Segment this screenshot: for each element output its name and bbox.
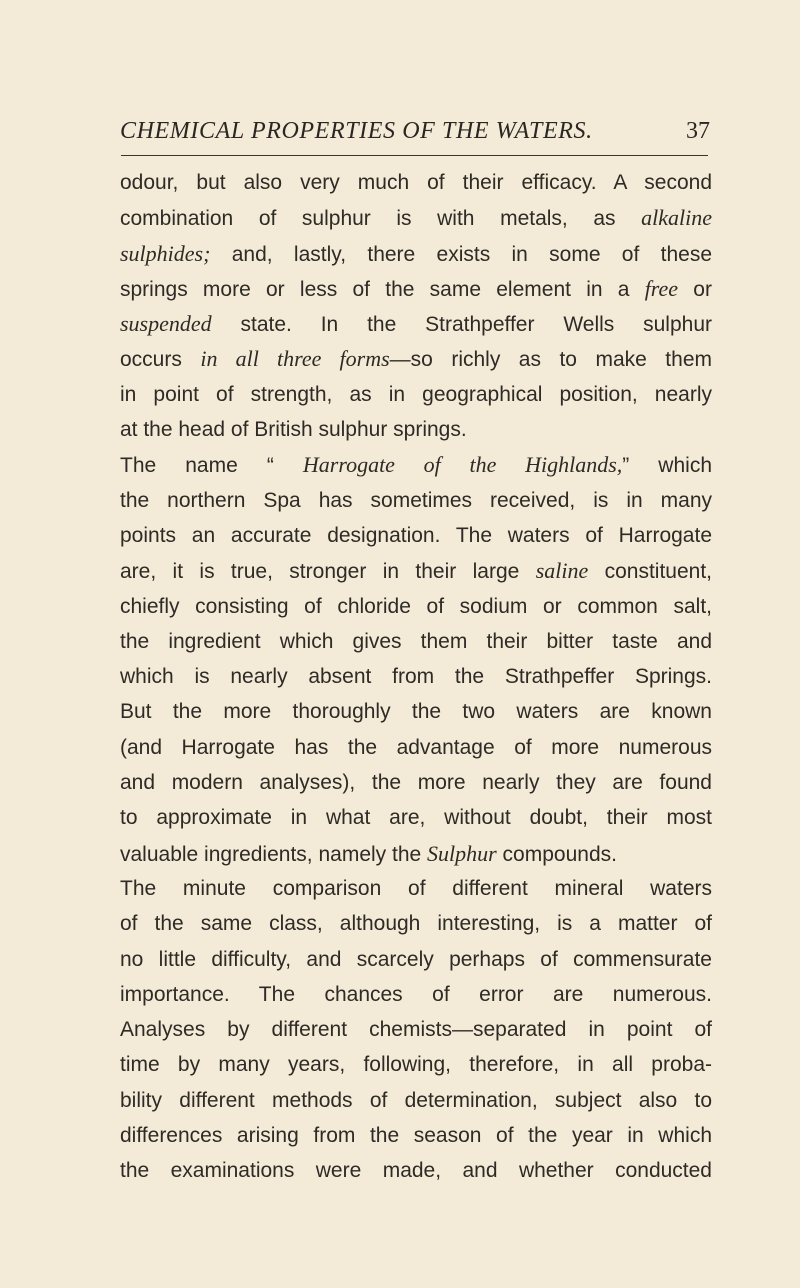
text-line <box>120 1083 712 1118</box>
text-run: ” which <box>622 454 712 478</box>
text-run: The name “ <box>120 454 303 478</box>
text-run: springs more or less of the same element in a <box>120 277 645 301</box>
text-run: of the same class, although interesting, is a matter of <box>120 912 712 936</box>
text-run: chiefly consisting of chloride of sodium or common salt, <box>120 594 712 618</box>
text-line <box>120 1153 712 1188</box>
text-line <box>120 447 712 482</box>
text-line <box>120 483 712 518</box>
italic-text: saline <box>535 558 589 584</box>
text-run: and, lastly, there exists in some of these <box>210 242 712 266</box>
italic-text: sulphides; <box>120 240 211 266</box>
text-run: or <box>678 277 712 301</box>
text-line <box>120 906 712 941</box>
text-run: The minute comparison of different mineral waters <box>120 876 712 900</box>
running-head <box>120 118 710 154</box>
text-line <box>120 694 712 729</box>
italic-text: in all three forms <box>200 346 390 372</box>
text-run: valuable ingredients, namely the <box>120 842 428 866</box>
italic-text: Harrogate of the Highlands, <box>302 452 623 478</box>
text-line <box>120 589 712 624</box>
text-line <box>120 942 712 977</box>
text-run: no little difficulty, and scarcely perhaps of commensurate <box>120 947 712 971</box>
text-line <box>120 765 712 800</box>
text-line <box>120 306 712 341</box>
text-line <box>120 518 712 553</box>
italic-text: Sulphur <box>427 840 497 866</box>
text-run: compounds. <box>496 842 617 866</box>
text-run: time by many years, following, therefore, in all proba- <box>120 1053 712 1077</box>
text-run: constituent, <box>588 560 713 584</box>
text-run: the ingredient which gives them their bitter taste and <box>120 629 712 653</box>
text-run: odour, but also very much of their efficacy. A second <box>120 171 712 194</box>
text-run: occurs <box>120 348 201 372</box>
text-run: at the head of British sulphur springs. <box>120 418 467 442</box>
text-run: combination of sulphur is with metals, as <box>120 207 642 231</box>
text-line <box>120 377 712 412</box>
body-text <box>120 165 712 1189</box>
text-run: and modern analyses), the more nearly they are found <box>120 771 712 795</box>
text-run: importance. The chances of error are numerous. <box>120 982 712 1006</box>
text-run: (and Harrogate has the advantage of more numerous <box>120 735 712 759</box>
text-run: to approximate in what are, without doubt, their most <box>120 806 712 830</box>
text-line <box>120 341 712 376</box>
text-line <box>120 730 712 765</box>
text-line <box>120 977 712 1012</box>
running-title: CHEMICAL PROPERTIES OF THE WATERS. <box>120 118 593 144</box>
text-line <box>120 659 712 694</box>
text-run: Analyses by different chemists—separated in point of <box>120 1018 712 1042</box>
text-run: bility different methods of determination, subject also to <box>120 1088 712 1112</box>
text-line <box>120 1118 712 1153</box>
text-run: which is nearly absent from the Strathpeffer Springs. <box>120 665 712 689</box>
text-line <box>120 800 712 835</box>
text-run: the examinations were made, and whether conducted <box>120 1159 712 1183</box>
text-run: But the more thoroughly the two waters are known <box>120 700 712 724</box>
italic-text: free <box>644 275 679 301</box>
text-run: the northern Spa has sometimes received, is in many <box>120 488 712 512</box>
text-line <box>120 165 712 200</box>
text-line <box>120 200 712 235</box>
text-line <box>120 1012 712 1047</box>
text-line <box>120 236 712 271</box>
text-run: are, it is true, stronger in their large <box>120 560 536 584</box>
text-line <box>120 412 712 447</box>
text-line <box>120 871 712 906</box>
header-rule <box>121 155 708 156</box>
italic-text: suspended <box>120 311 212 337</box>
text-run: points an accurate designation. The waters of Harrogate <box>120 523 712 547</box>
text-line <box>120 836 712 871</box>
text-line <box>120 271 712 306</box>
text-run: —so richly as to make them <box>389 348 712 372</box>
text-line <box>120 624 712 659</box>
text-line <box>120 553 712 588</box>
text-run: differences arising from the season of the year in which <box>120 1124 712 1148</box>
page-number: 37 <box>686 118 710 144</box>
text-line <box>120 1047 712 1082</box>
italic-text: alkaline <box>641 205 712 231</box>
text-run: in point of strength, as in geographical position, nearly <box>120 382 712 406</box>
text-run: state. In the Strathpeffer Wells sulphur <box>211 313 712 337</box>
